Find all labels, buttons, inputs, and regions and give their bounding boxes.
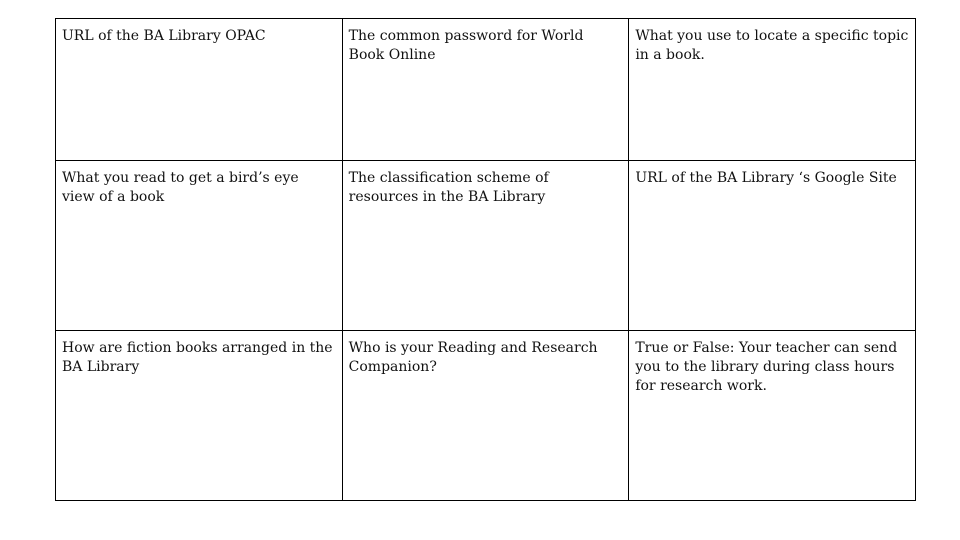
grid-cell: [342, 19, 629, 161]
grid-cell: [56, 19, 343, 161]
grid-row: [56, 19, 916, 161]
grid-row: [56, 331, 916, 501]
cell-text: The common password for World Book Online: [348, 28, 584, 63]
cell-text: The classification scheme of resources in the BA Library: [348, 170, 549, 205]
cell-text: How are fiction books arranged in the BA Library: [62, 340, 333, 375]
grid-cell: [342, 331, 629, 501]
grid-cell: [56, 161, 343, 331]
cell-text: URL of the BA Library ‘s Google Site: [635, 170, 897, 186]
cell-text: What you read to get a bird’s eye view of a book: [62, 170, 299, 205]
cell-text: Who is your Reading and Research Companion?: [348, 340, 598, 375]
grid-cell: [629, 331, 916, 501]
grid-cell: [629, 161, 916, 331]
question-grid: [55, 18, 916, 501]
cell-text: What you use to locate a specific topic in a book.: [635, 28, 909, 63]
grid-cell: [629, 19, 916, 161]
cell-text: URL of the BA Library OPAC: [62, 28, 266, 44]
grid-cell: [56, 331, 343, 501]
grid-cell: [342, 161, 629, 331]
cell-text: True or False: Your teacher can send you to the library during class hours for research work.: [635, 340, 898, 394]
grid-row: [56, 161, 916, 331]
